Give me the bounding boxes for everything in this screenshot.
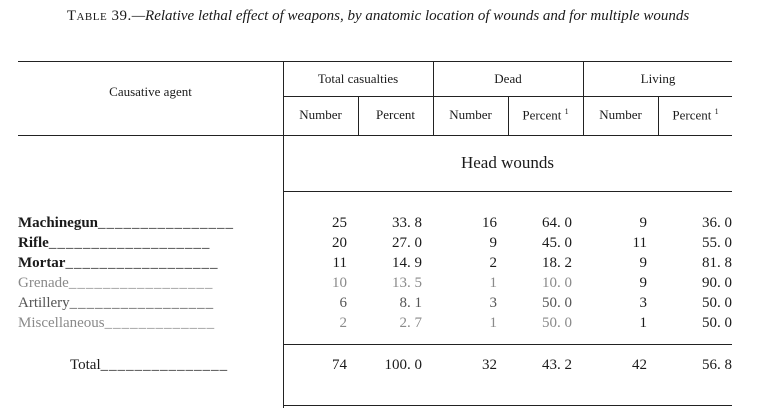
living-number: 9 — [639, 275, 647, 291]
dead-percent: 43. 2 — [542, 357, 572, 373]
table-row — [0, 293, 763, 313]
total-rule — [283, 344, 732, 345]
total-percent: 13. 5 — [392, 275, 422, 291]
living-number: 3 — [639, 295, 647, 311]
header-number: Number — [299, 107, 342, 122]
table-title: —Relative lethal effect of weapons, by anatomic location of wounds and for multiple wounds — [131, 8, 690, 24]
table-number: Table 39. — [66, 8, 132, 24]
header-living: Living — [640, 71, 676, 86]
dead-number: 3 — [489, 295, 497, 311]
dead-percent: 45. 0 — [542, 235, 572, 251]
row-label: Miscellaneous_____________ — [18, 315, 216, 331]
living-percent: 81. 8 — [702, 255, 732, 271]
dead-number: 2 — [489, 255, 497, 271]
total-number: 25 — [332, 215, 347, 231]
dead-percent: 10. 0 — [542, 275, 572, 291]
header-number: Number — [449, 107, 492, 122]
total-number: 10 — [332, 275, 347, 291]
total-number: 11 — [332, 255, 347, 271]
header-percent — [658, 107, 733, 123]
total-percent: 100. 0 — [384, 357, 422, 373]
living-number: 11 — [632, 235, 647, 251]
table-row — [0, 273, 763, 293]
living-number: 9 — [639, 255, 647, 271]
dead-percent: 64. 0 — [542, 215, 572, 231]
dead-percent: 50. 0 — [542, 315, 572, 331]
total-percent: 33. 8 — [392, 215, 422, 231]
table-row — [0, 233, 763, 253]
header-percent-label: Percent — [672, 107, 712, 123]
living-percent: 56. 8 — [702, 357, 732, 373]
total-number: 20 — [332, 235, 347, 251]
header-bottom-rule — [18, 135, 732, 136]
living-number: 42 — [632, 357, 647, 373]
dead-number: 32 — [482, 357, 497, 373]
table-row — [0, 313, 763, 333]
living-percent: 90. 0 — [702, 275, 732, 291]
footnote-mark: 1 — [714, 107, 719, 116]
dead-number: 9 — [489, 235, 497, 251]
dead-percent: 18. 2 — [542, 255, 572, 271]
living-number: 1 — [639, 315, 647, 331]
table-row — [0, 253, 763, 273]
dead-number: 1 — [489, 315, 497, 331]
section-rule — [283, 191, 732, 192]
living-percent: 55. 0 — [702, 235, 732, 251]
header-causative-agent: Causative agent — [109, 84, 192, 99]
living-percent: 50. 0 — [702, 315, 732, 331]
total-percent: 14. 9 — [392, 255, 422, 271]
dead-number: 1 — [489, 275, 497, 291]
dead-percent: 50. 0 — [542, 295, 572, 311]
header-total-casualties: Total casualties — [317, 71, 399, 86]
total-number: 6 — [339, 295, 347, 311]
table-caption — [18, 6, 738, 26]
bottom-rule — [283, 405, 732, 406]
total-row — [0, 355, 763, 375]
living-percent: 50. 0 — [702, 295, 732, 311]
living-number: 9 — [639, 215, 647, 231]
total-percent: 8. 1 — [399, 295, 422, 311]
row-label: Mortar__________________ — [18, 255, 219, 271]
row-label: Total_______________ — [70, 357, 229, 373]
row-label: Rifle___________________ — [18, 235, 211, 251]
header-percent-label: Percent — [522, 107, 562, 123]
row-label: Artillery_________________ — [18, 295, 215, 311]
footnote-mark: 1 — [564, 107, 569, 116]
section-title: Head wounds — [460, 153, 554, 172]
total-percent: 27. 0 — [392, 235, 422, 251]
table-row — [0, 213, 763, 233]
row-label: Machinegun________________ — [18, 215, 235, 231]
top-rule — [18, 61, 732, 62]
row-label: Grenade_________________ — [18, 275, 214, 291]
header-percent — [508, 107, 583, 123]
total-number: 74 — [332, 357, 347, 373]
total-percent: 2. 7 — [399, 315, 422, 331]
header-dead: Dead — [494, 71, 522, 86]
header-percent: Percent — [376, 107, 415, 122]
total-number: 2 — [339, 315, 347, 331]
dead-number: 16 — [482, 215, 497, 231]
header-number: Number — [599, 107, 642, 122]
living-percent: 36. 0 — [702, 215, 732, 231]
